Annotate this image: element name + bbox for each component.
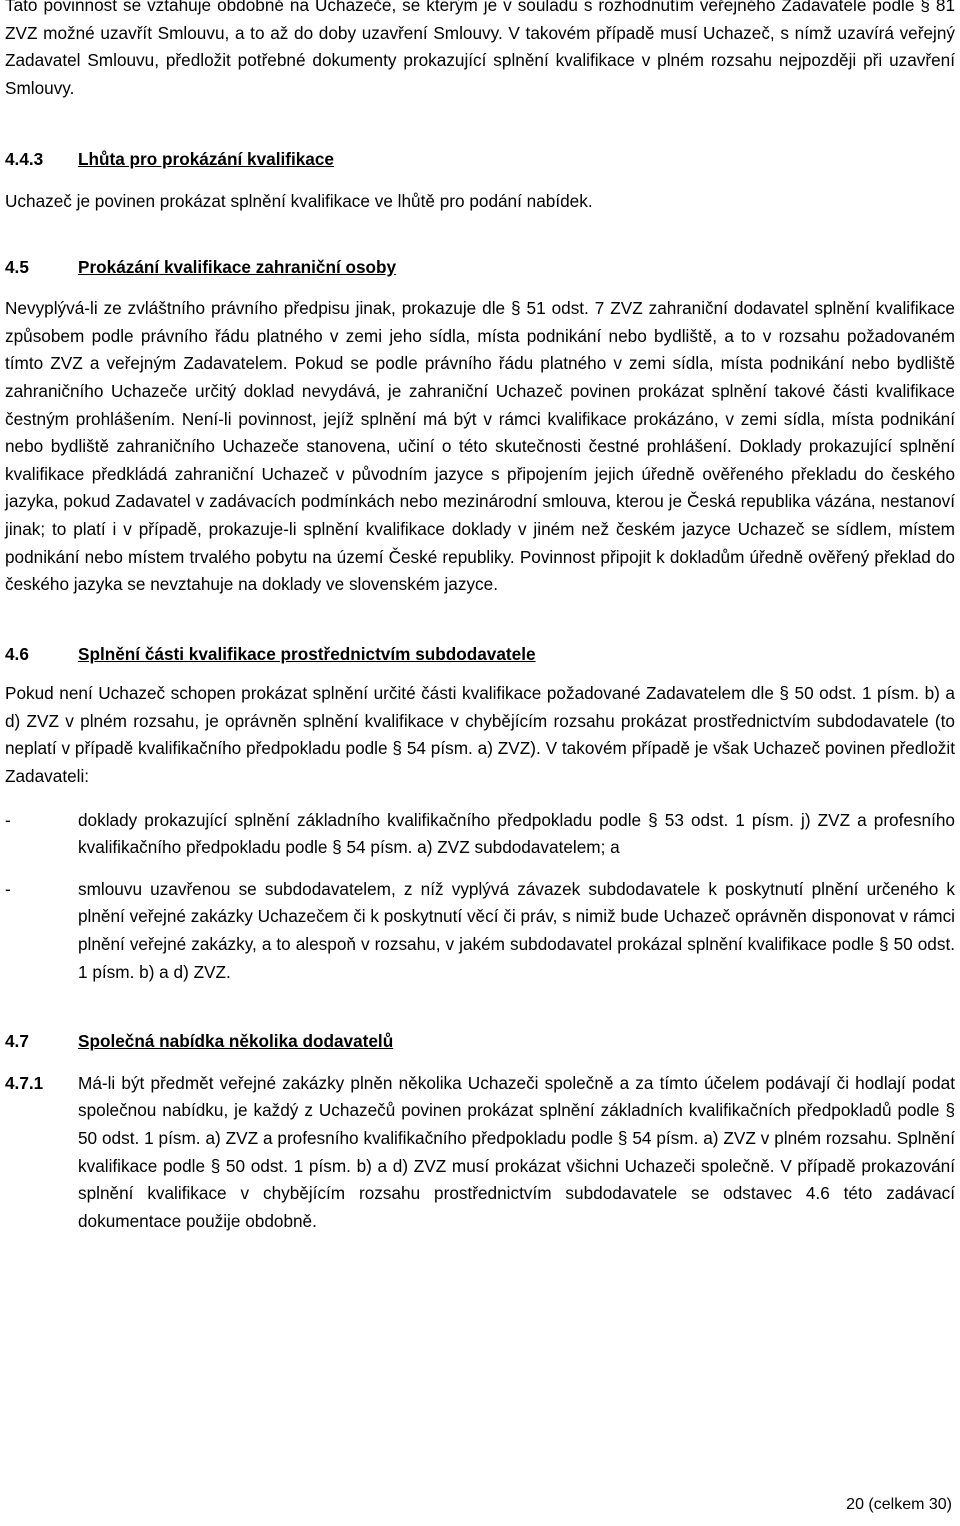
section-4-7-1: [5, 1070, 955, 1236]
list-item: [5, 876, 955, 986]
section-title: Společná nabídka několika dodavatelů: [78, 1031, 394, 1052]
section-4-5-text: Nevyplývá-li ze zvláštního právního předpisu jinak, prokazuje dle § 51 odst. 7 ZVZ zahraniční dodavatel splnění kvalifikace způsobem podle právního řádu platného v zemi jeho sídla, místa podnikání nebo bydliště, a to v rozsahu požadovaném tímto ZVZ a veřejným Zadavatelem. Pokud se podle právního řádu platného v zemi sídla, místa podnikání nebo bydliště zahraničního Uchazeče určitý doklad nevydává, je zahraniční Uchazeč povinen prokázat splnění takové části kvalifikace čestným prohlášením. Není-li povinnost, jejíž splnění má být v rámci kvalifikace prokázáno, v zemi sídla, místa podnikání nebo bydliště zahraničního Uchazeče stanovena, učiní o této skutečnosti čestné prohlášení. Doklady prokazující splnění kvalifikace předkládá zahraniční Uchazeč v původním jazyce s připojením jejich úředně ověřeného překladu do českého jazyka, pokud Zadavatel v zadávacích podmínkách nebo mezinárodní smlouva, kterou je Česká republika vázána, nestanoví jinak; to platí i v případě, prokazuje-li splnění kvalifikace doklady v jiném než českém jazyce Uchazeč se sídlem, místem podnikání nebo místem trvalého pobytu na území České republiky. Povinnost připojit k dokladům úředně ověřený překlad do českého jazyka se nevztahuje na doklady ve slovenském jazyce.: [5, 298, 955, 595]
section-number: 4.6: [5, 643, 29, 664]
subsection-text: Má-li být předmět veřejné zakázky plněn několika Uchazeči společně a za tímto účelem podávají či hodlají podat společnou nabídku, je každý z Uchazečů povinen prokázat splnění základních kvalifikačních předpokladů podle § 50 odst. 1 písm. a) ZVZ a profesního kvalifikačního předpokladu podle § 54 písm. a) ZVZ v plném rozsahu. Splnění kvalifikace podle § 50 odst. 1 písm. b) a d) ZVZ musí prokázat všichni Uchazeči společně. V případě prokazování splnění kvalifikace v chybějícím rozsahu prostřednictvím subdodavatele se odstavec 4.6 této zadávací dokumentace použije obdobně.: [78, 1072, 955, 1231]
list-dash: -: [5, 809, 11, 830]
subsection-number: 4.7.1: [5, 1072, 44, 1093]
list-item: [5, 807, 955, 862]
section-number: 4.5: [5, 256, 29, 277]
section-4-7-heading: [5, 1028, 955, 1056]
section-number: 4.4.3: [5, 149, 44, 170]
document-page: [5, 0, 955, 1235]
page-number: 20 (celkem 30): [846, 1496, 952, 1513]
list-item-text: doklady prokazující splnění základního kvalifikačního předpokladu podle § 53 odst. 1 písm. j) ZVZ a profesního kvalifikačního předpokladu podle § 54 písm. a) ZVZ subdodavatelem; a: [78, 809, 955, 858]
section-number: 4.7: [5, 1031, 29, 1052]
subcontractor-requirements-list: [5, 807, 955, 987]
intro-paragraph: Tato povinnost se vztahuje obdobně na Uchazeče, se kterým je v souladu s rozhodnutím veřejného Zadavatele podle § 81 ZVZ možné uzavřít Smlouvu, a to až do doby uzavření Smlouvy. V takovém případě musí Uchazeč, s nímž uzavírá veřejný Zadavatel Smlouvu, předložit potřebné dokumenty prokazující splnění kvalifikace v plném rozsahu nejpozději při uzavření Smlouvy.: [5, 0, 955, 98]
section-title: Splnění části kvalifikace prostřednictvím subdodavatele: [78, 643, 536, 664]
section-4-6-heading: [5, 641, 955, 669]
section-4-4-3-heading: [5, 146, 955, 174]
section-4-5-heading: [5, 254, 955, 282]
section-4-4-3-text: Uchazeč je povinen prokázat splnění kvalifikace ve lhůtě pro podání nabídek.: [5, 190, 593, 211]
list-item-text: smlouvu uzavřenou se subdodavatelem, z níž vyplývá závazek subdodavatele k poskytnutí plnění určeného k plnění veřejné zakázky Uchazečem či k poskytnutí věcí či práv, s nimiž bude Uchazeč oprávněn disponovat v rámci plnění veřejné zakázky, a to alespoň v rozsahu, v jakém subdodavatel prokázal splnění kvalifikace podle § 50 odst. 1 písm. b) a d) ZVZ.: [78, 878, 955, 982]
section-title: Lhůta pro prokázání kvalifikace: [78, 149, 334, 170]
section-4-6-text: Pokud není Uchazeč schopen prokázat splnění určité části kvalifikace požadované Zadavatelem dle § 50 odst. 1 písm. b) a d) ZVZ v plném rozsahu, je oprávněn splnění kvalifikace v chybějícím rozsahu prokázat prostřednictvím subdodavatele (to neplatí v případě kvalifikačního předpokladu podle § 54 písm. a) ZVZ). V takovém případě je však Uchazeč povinen předložit Zadavateli:: [5, 683, 955, 787]
section-title: Prokázání kvalifikace zahraniční osoby: [78, 256, 397, 277]
list-dash: -: [5, 878, 11, 899]
